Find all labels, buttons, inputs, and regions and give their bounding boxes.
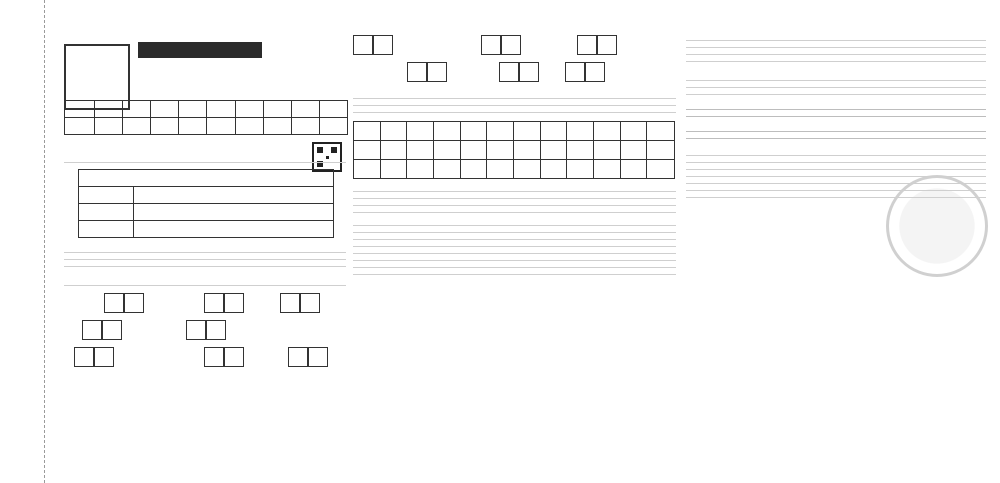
grid-cell[interactable] — [434, 122, 461, 141]
grid-cell[interactable] — [621, 122, 648, 141]
grid-cell[interactable] — [487, 141, 514, 160]
grid-cell[interactable] — [487, 122, 514, 141]
score-table-cell — [235, 118, 263, 134]
grid-cell[interactable] — [354, 160, 381, 178]
text-line — [353, 260, 676, 261]
answer-box[interactable] — [288, 347, 308, 367]
answer-box[interactable] — [204, 293, 224, 313]
section-1 — [64, 156, 346, 367]
grid-cell[interactable] — [381, 141, 408, 160]
answer-box[interactable] — [280, 293, 300, 313]
grid-cell[interactable] — [621, 141, 648, 160]
answer-boxes — [565, 62, 605, 82]
answer-box[interactable] — [353, 35, 373, 55]
grid-cell[interactable] — [461, 141, 488, 160]
grid-cell[interactable] — [354, 141, 381, 160]
text-line — [64, 285, 346, 286]
score-table-cell — [122, 118, 150, 134]
answer-boxes — [74, 347, 114, 367]
answer-grid — [353, 121, 675, 179]
answer-box[interactable] — [519, 62, 539, 82]
answer-box[interactable] — [104, 293, 124, 313]
score-table-cell — [235, 101, 263, 117]
text-line — [353, 198, 676, 199]
grid-cell[interactable] — [541, 122, 568, 141]
grid-cell[interactable] — [621, 160, 648, 178]
grid-cell[interactable] — [567, 122, 594, 141]
record-table-cell — [79, 204, 133, 220]
grid-cell[interactable] — [541, 141, 568, 160]
text-line — [686, 176, 986, 177]
score-table-cell — [263, 101, 291, 117]
exam-subtitle — [64, 82, 346, 96]
score-table-row — [65, 101, 347, 117]
text-line — [353, 253, 676, 254]
answer-box[interactable] — [481, 35, 501, 55]
answer-box[interactable] — [585, 62, 605, 82]
text-line — [686, 40, 986, 41]
score-table-cell — [178, 101, 206, 117]
grid-cell[interactable] — [461, 122, 488, 141]
text-line — [353, 274, 676, 275]
answer-boxes — [499, 62, 539, 82]
answer-box[interactable] — [124, 293, 144, 313]
text-line — [353, 239, 676, 240]
answer-box[interactable] — [206, 320, 226, 340]
answer-line[interactable] — [686, 131, 986, 132]
answer-boxes — [204, 347, 244, 367]
text-line — [353, 225, 676, 226]
text-line — [353, 112, 676, 113]
text-line — [353, 205, 676, 206]
text-line — [64, 162, 346, 163]
pinyin-boxes-row — [64, 293, 346, 313]
score-table-cell — [94, 101, 122, 117]
text-line — [353, 246, 676, 247]
grid-cell[interactable] — [647, 122, 674, 141]
pinyin-boxes-row — [353, 35, 676, 55]
answer-box[interactable] — [94, 347, 114, 367]
answer-box[interactable] — [499, 62, 519, 82]
score-table-cell — [319, 118, 347, 134]
text-line — [353, 212, 676, 213]
text-line — [686, 197, 986, 198]
grid-cell[interactable] — [647, 141, 674, 160]
answer-box[interactable] — [577, 35, 597, 55]
pinyin-boxes-row — [353, 62, 676, 82]
text-line — [686, 94, 986, 95]
grid-cell[interactable] — [594, 160, 621, 178]
text-line — [686, 162, 986, 163]
grid-cell[interactable] — [514, 160, 541, 178]
score-table-cell — [150, 101, 178, 117]
grid-cell[interactable] — [407, 160, 434, 178]
score-table-cell — [150, 118, 178, 134]
column-3 — [686, 0, 1000, 483]
text-line — [686, 80, 986, 81]
record-table-cell — [79, 187, 133, 203]
answer-box[interactable] — [74, 347, 94, 367]
record-table-cell — [133, 204, 333, 220]
record-table — [78, 169, 334, 238]
grid-cell[interactable] — [567, 141, 594, 160]
answer-line[interactable] — [686, 109, 986, 110]
binding-margin — [0, 0, 60, 483]
text-line — [686, 54, 986, 55]
grid-cell[interactable] — [594, 122, 621, 141]
answer-boxes — [186, 320, 226, 340]
answer-box[interactable] — [501, 35, 521, 55]
binding-dashed-line — [44, 0, 45, 483]
section-title — [122, 142, 292, 154]
score-table-cell — [291, 118, 319, 134]
grid-cell[interactable] — [434, 141, 461, 160]
answer-line[interactable] — [686, 116, 986, 117]
text-line — [686, 183, 986, 184]
score-table-cell — [319, 101, 347, 117]
answer-box[interactable] — [224, 347, 244, 367]
answer-box[interactable] — [300, 293, 320, 313]
answer-box[interactable] — [204, 347, 224, 367]
column-2 — [353, 0, 676, 483]
record-table-cell — [133, 221, 333, 237]
score-table-cell — [65, 101, 94, 117]
answer-box[interactable] — [407, 62, 427, 82]
answer-boxes — [407, 62, 447, 82]
grid-cell[interactable] — [594, 141, 621, 160]
record-table-cell — [133, 187, 333, 203]
column-1 — [64, 0, 346, 483]
grid-cell[interactable] — [567, 160, 594, 178]
grid-cell[interactable] — [407, 122, 434, 141]
text-line — [353, 98, 676, 99]
answer-line[interactable] — [686, 138, 986, 139]
answer-box[interactable] — [82, 320, 102, 340]
score-table-row — [65, 117, 347, 134]
record-table-row — [79, 186, 333, 203]
answer-boxes — [353, 35, 393, 55]
score-table — [64, 100, 348, 135]
header-bar — [138, 42, 262, 58]
grid-cell[interactable] — [354, 122, 381, 141]
score-table-cell — [206, 101, 234, 117]
score-table-cell — [65, 118, 94, 134]
text-line — [64, 259, 346, 260]
score-table-cell — [263, 118, 291, 134]
text-line — [353, 267, 676, 268]
grid-cell[interactable] — [461, 160, 488, 178]
text-line — [353, 191, 676, 192]
answer-box[interactable] — [224, 293, 244, 313]
record-table-row — [79, 170, 333, 186]
grid-cell[interactable] — [647, 160, 674, 178]
answer-boxes — [204, 293, 244, 313]
answer-box[interactable] — [565, 62, 585, 82]
score-table-cell — [291, 101, 319, 117]
grid-cell[interactable] — [381, 122, 408, 141]
text-line — [686, 87, 986, 88]
answer-box[interactable] — [597, 35, 617, 55]
record-table-cell — [79, 170, 333, 186]
answer-boxes — [280, 293, 320, 313]
answer-boxes — [288, 347, 328, 367]
answer-box[interactable] — [102, 320, 122, 340]
answer-box[interactable] — [308, 347, 328, 367]
grid-cell[interactable] — [487, 160, 514, 178]
answer-box[interactable] — [373, 35, 393, 55]
pinyin-boxes-row — [64, 320, 346, 340]
text-line — [686, 155, 986, 156]
score-table-cell — [206, 118, 234, 134]
text-line — [686, 47, 986, 48]
pinyin-boxes-row — [64, 347, 346, 367]
text-line — [64, 266, 346, 267]
record-table-row — [79, 203, 333, 220]
text-line — [64, 252, 346, 253]
grid-cell[interactable] — [381, 160, 408, 178]
reading-section — [353, 28, 676, 281]
grid-cell[interactable] — [514, 141, 541, 160]
score-table-cell — [94, 118, 122, 134]
grid-cell[interactable] — [514, 122, 541, 141]
grid-cell[interactable] — [541, 160, 568, 178]
text-line — [686, 169, 986, 170]
score-table-cell — [178, 118, 206, 134]
answer-boxes — [577, 35, 617, 55]
reading-section — [686, 34, 986, 204]
answer-box[interactable] — [186, 320, 206, 340]
text-line — [353, 232, 676, 233]
answer-boxes — [481, 35, 521, 55]
grid-cell[interactable] — [407, 141, 434, 160]
score-table-cell — [122, 101, 150, 117]
exam-title — [142, 62, 332, 76]
text-line — [353, 105, 676, 106]
record-table-cell — [79, 221, 133, 237]
grid-cell[interactable] — [434, 160, 461, 178]
text-line — [686, 190, 986, 191]
text-line — [686, 61, 986, 62]
record-table-row — [79, 220, 333, 237]
answer-box[interactable] — [427, 62, 447, 82]
answer-boxes — [82, 320, 122, 340]
answer-boxes — [104, 293, 144, 313]
